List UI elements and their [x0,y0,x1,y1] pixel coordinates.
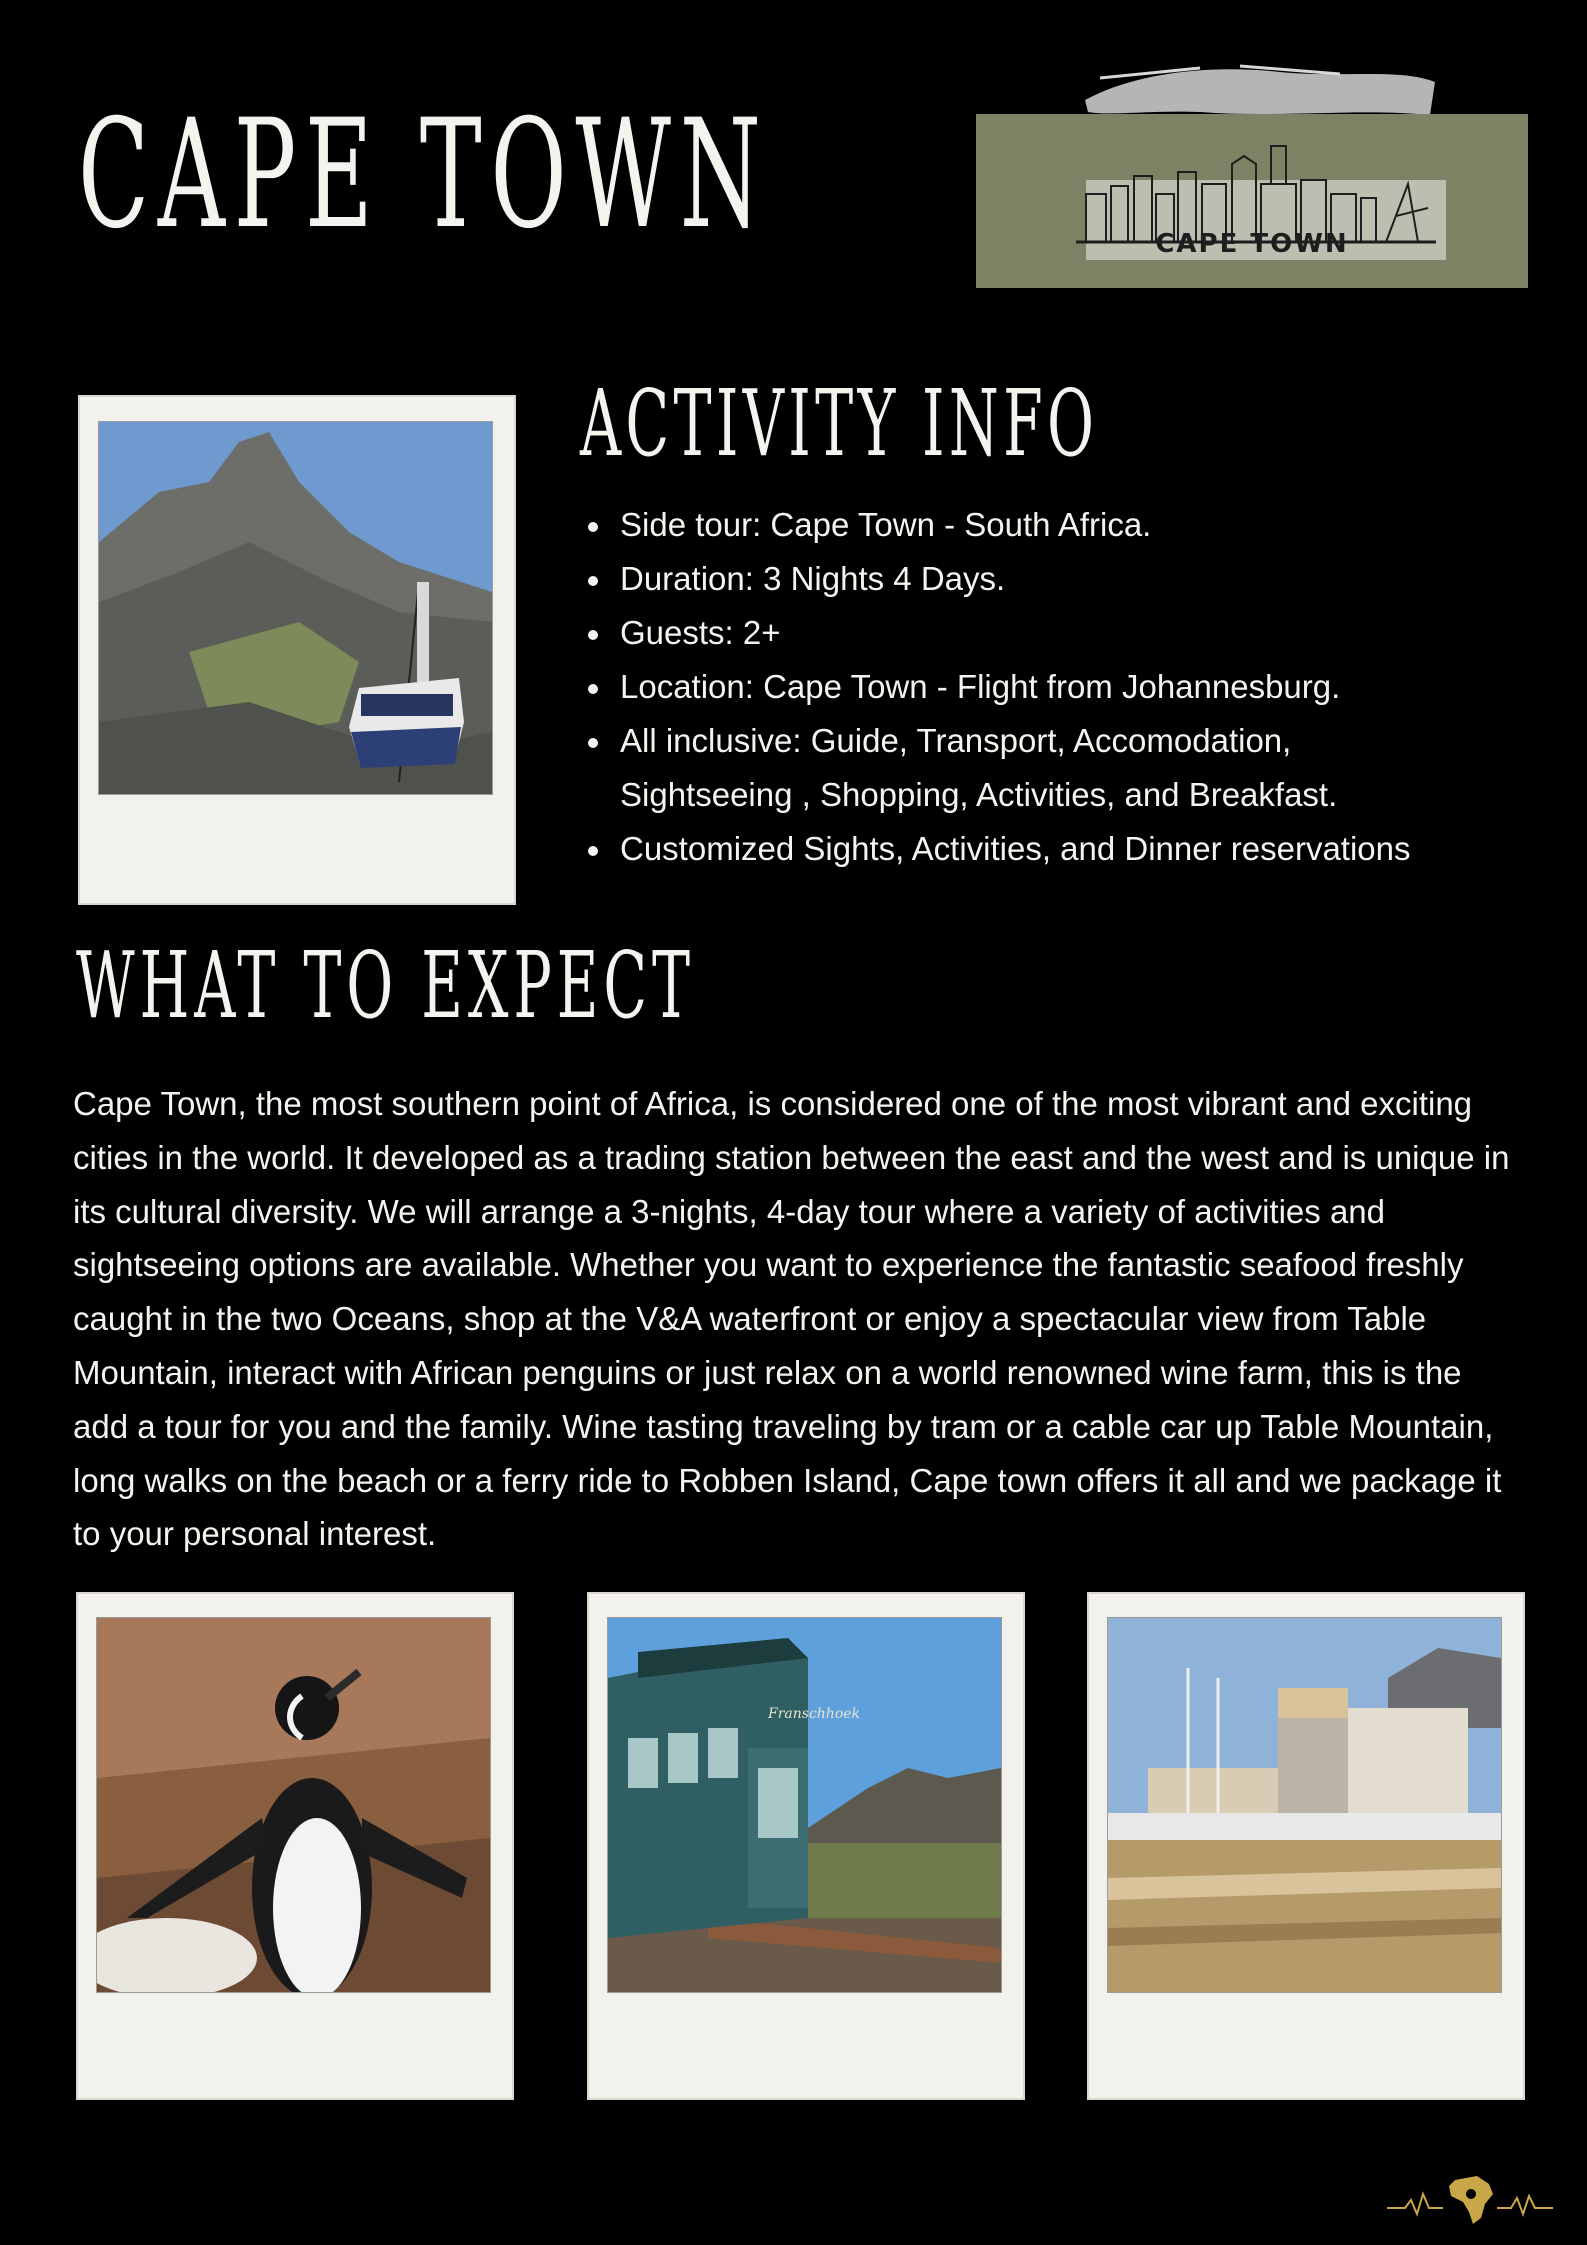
photo-frame-waterfront [1087,1592,1525,2100]
list-item: Duration: 3 Nights 4 Days. [588,552,1548,606]
cape-town-logo [976,114,1528,288]
franschhoek-tram-photo [607,1617,1002,1993]
list-item: Guests: 2+ [588,606,1548,660]
tram-sign: Franschhoek [768,1706,861,1722]
logo-text: CAPE TOWN [1155,229,1349,259]
what-to-expect-paragraph: Cape Town, the most southern point of Africa, is considered one of the most vibrant and exciting cities in the world. It developed as a trading station between the east and the west and is unique in its cultural diversity. We will arrange a 3-nights, 4-day tour where a variety of activities and sightseeing options are available. Whether you want to experience the fantastic seafood freshly caught in the two Oceans, shop at the V&A waterfront or enjoy a spectacular view from Table Mountain, interact with African penguins or just relax on a world renowned wine farm, this is the add a tour for you and the family. Wine tasting traveling by tram or a cable car up Table Mountain, long walks on the beach or a ferry ride to Robben Island, Cape town offers it all and we package it to your personal interest. [73,1085,1510,1553]
list-item: Side tour: Cape Town - South Africa. [588,498,1548,552]
table-mountain-cable-car-photo [98,421,493,795]
list-item: Customized Sights, Activities, and Dinner reservations [588,822,1548,876]
photo-frame-penguin [76,1592,514,2100]
photo-frame-cable-car [78,395,516,905]
list-item: Location: Cape Town - Flight from Johannesburg. [588,660,1548,714]
brush-stroke-decoration [1080,60,1440,120]
what-to-expect-heading: WHAT TO EXPECT [76,932,695,1039]
activity-info-heading: ACTIVITY INFO [580,370,1099,477]
va-waterfront-photo [1107,1617,1502,1993]
page-title: CAPE TOWN [78,88,770,262]
photo-frame-tram [587,1592,1025,2100]
africa-heartbeat-icon [1385,2170,1555,2226]
penguin-photo [96,1617,491,1993]
list-item: All inclusive: Guide, Transport, Accomodation, Sightseeing , Shopping, Activities, and Breakfast. [588,714,1400,822]
activity-info-list [588,498,1548,876]
